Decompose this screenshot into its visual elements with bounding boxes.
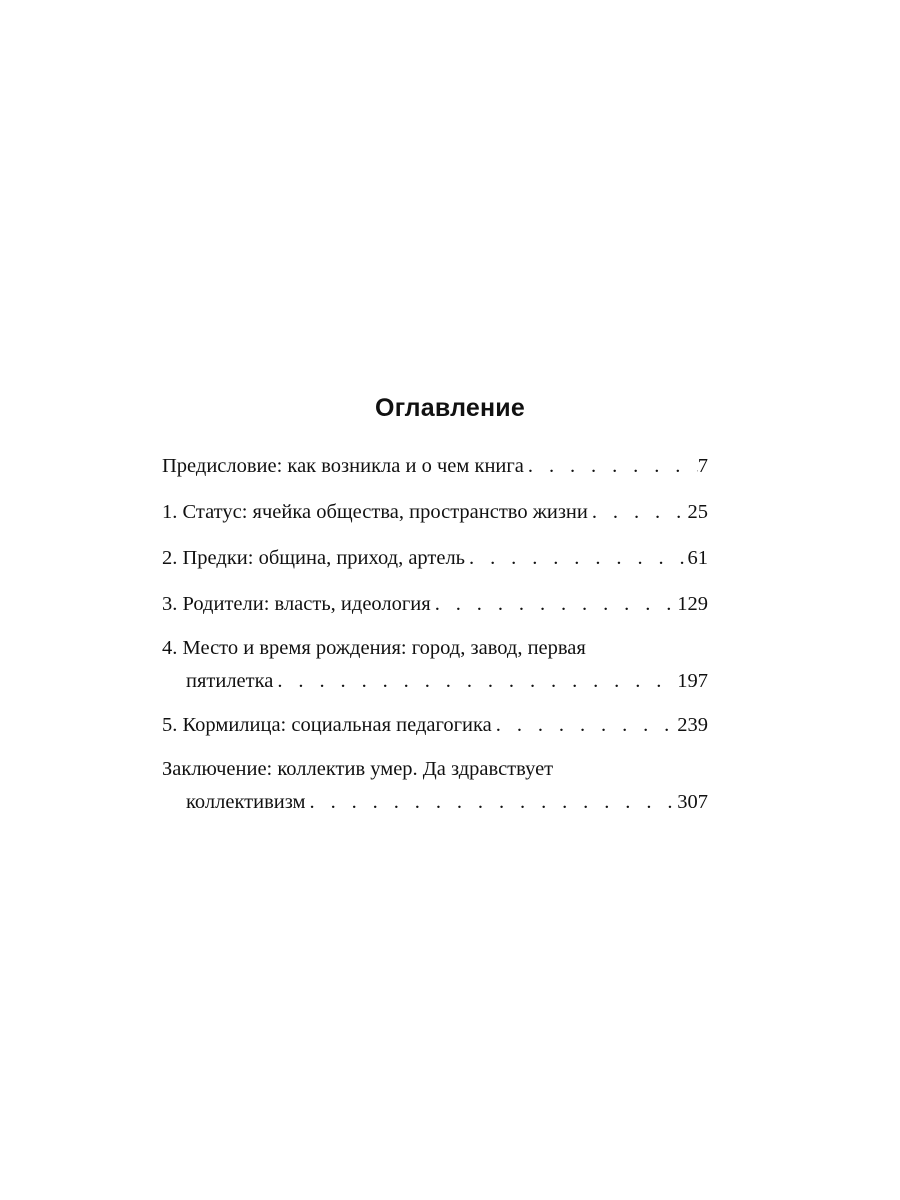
dot-leader [273,665,677,698]
toc-entry-page: 7 [697,455,708,477]
toc-title: Оглавление [375,394,525,422]
toc-entry-label: 3. Родители: власть, идеология [162,593,431,615]
toc-entry-chapter-2 [162,540,708,577]
toc-entry-page: 197 [677,670,708,692]
toc-entry-chapter-5 [162,707,708,744]
toc-entry-chapter-3 [162,586,708,623]
toc-entry-chapter-1 [162,494,708,531]
dot-leader [588,494,688,531]
toc-entry-line2 [162,665,708,698]
dot-leader [465,540,687,577]
toc-entry-label: 1. Статус: ячейка общества, пространство жизни [162,501,588,523]
toc-entry-label-line1: Заключение: коллектив умер. Да здравствует [162,758,554,780]
dot-leader [431,586,678,623]
dot-leader [306,786,678,819]
toc-entry-page: 129 [677,593,708,615]
toc-entry-line2 [162,786,708,819]
toc-entry-page: 307 [677,791,708,813]
toc-entry-label-line2: пятилетка [186,670,274,692]
toc-entry-label: Предисловие: как возникла и о чем книга [162,455,524,477]
dot-leader [492,707,677,744]
toc-entry-label: 2. Предки: община, приход, артель [162,547,466,569]
toc-entry-page: 239 [677,714,708,736]
dot-leader [524,448,698,485]
toc-entry-label-line1: 4. Место и время рождения: город, завод, первая [162,637,586,659]
toc-entry-page: 61 [687,547,708,569]
toc-entry-label: 5. Кормилица: социальная педагогика [162,714,492,736]
toc-entry-preface [162,448,708,485]
toc-entry-label-line2: коллективизм [186,791,306,813]
toc-entry-chapter-4 [162,632,708,698]
toc-list [162,448,708,828]
toc-entry-conclusion [162,753,708,819]
toc-entry-page: 25 [687,501,708,523]
